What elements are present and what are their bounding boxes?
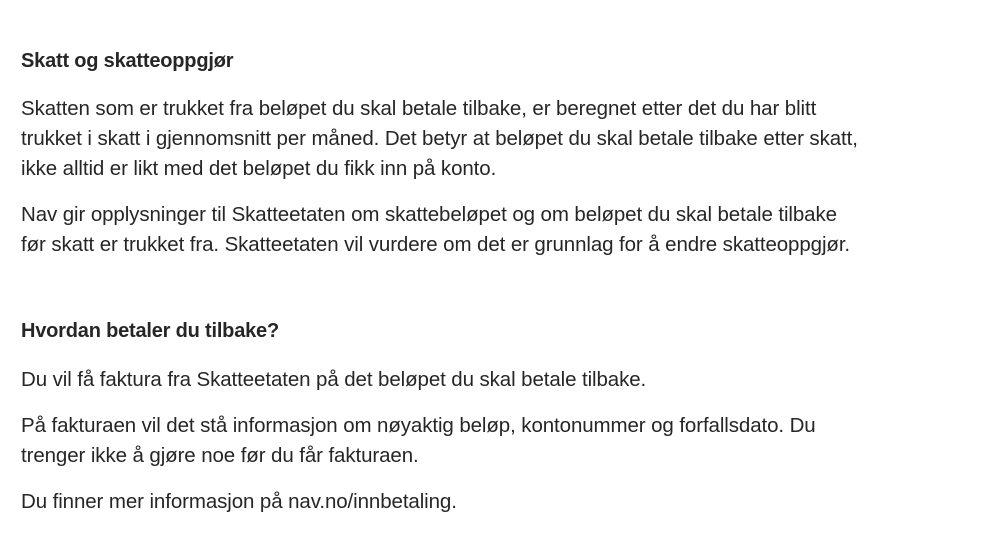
text-line: På fakturaen vil det stå informasjon om nøyaktig beløp, kontonummer og forfallsdato. Du	[21, 414, 816, 437]
text-line: Du vil få faktura fra Skatteetaten på det beløpet du skal betale tilbake.	[21, 368, 647, 391]
text-line: Nav gir opplysninger til Skatteetaten om skattebeløpet og om beløpet du skal betale tilbake	[21, 203, 837, 226]
paragraph-faktura	[21, 365, 646, 395]
text-line: ikke alltid er likt med det beløpet du fikk inn på konto.	[21, 157, 497, 180]
section-heading-skatt: Skatt og skatteoppgjør	[21, 50, 234, 72]
section-heading-betale: Hvordan betaler du tilbake?	[21, 320, 279, 342]
paragraph-mer-informasjon	[21, 487, 457, 517]
paragraph-skatt-beregning	[21, 94, 858, 184]
paragraph-faktura-info	[21, 411, 816, 471]
paragraph-skatt-opplysninger	[21, 200, 850, 260]
text-line: trenger ikke å gjøre noe før du får fakturaen.	[21, 444, 419, 467]
text-line: før skatt er trukket fra. Skatteetaten vil vurdere om det er grunnlag for å endre skatteoppgjør.	[21, 233, 851, 256]
text-line: trukket i skatt i gjennomsnitt per måned. Det betyr at beløpet du skal betale tilbake etter skatt,	[21, 127, 858, 150]
text-line: Du finner mer informasjon på nav.no/innbetaling.	[21, 490, 457, 513]
text-line: Skatten som er trukket fra beløpet du skal betale tilbake, er beregnet etter det du har blitt	[21, 97, 817, 120]
